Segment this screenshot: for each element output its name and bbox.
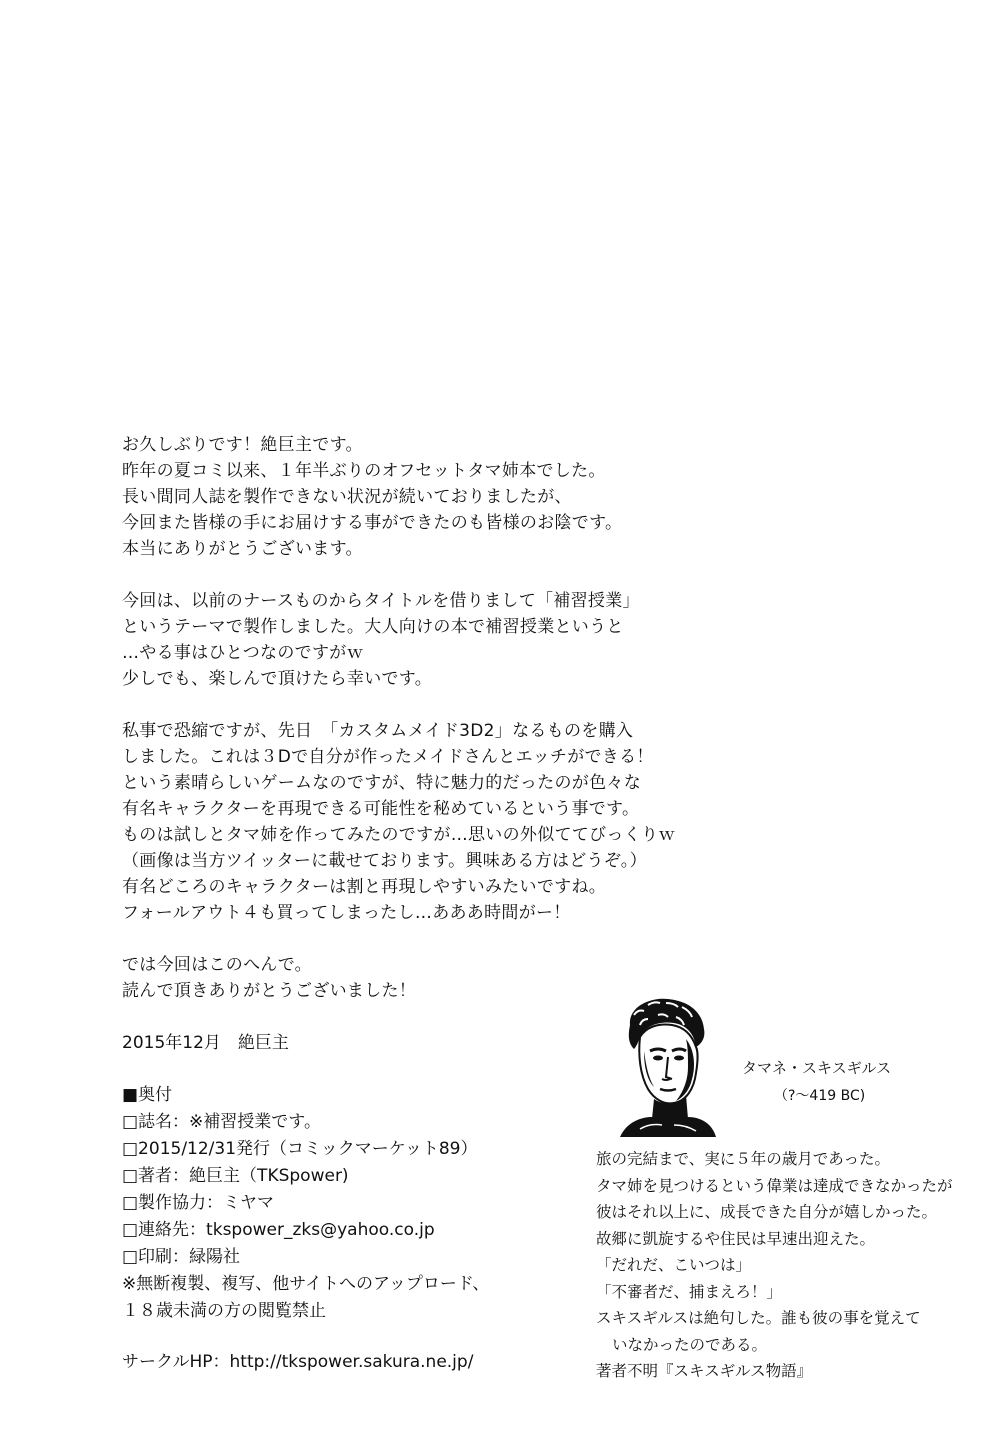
statue-caption-years: （?～419 BC) xyxy=(774,1088,866,1104)
colophon-line: □著者：絶巨主（TKSpower) xyxy=(122,1166,349,1186)
text-line: 今回また皆様の手にお届けする事ができたのも皆様のお陰です。 xyxy=(122,513,623,533)
story-line: スキスギルスは絶句した。誰も彼の事を覚えて xyxy=(596,1309,921,1327)
text-line: 有名キャラクターを再現できる可能性を秘めているという事です。 xyxy=(122,799,640,819)
afterword-paragraph-greeting xyxy=(122,432,642,562)
colophon xyxy=(122,1082,642,1325)
colophon-heading: ■奥付 xyxy=(122,1085,173,1105)
afterword-paragraph-personal xyxy=(122,718,676,926)
story-line: 故郷に凱旋するや住民は早速出迎えた。 xyxy=(596,1229,876,1248)
story-line: 旅の完結まで、実に５年の歳月であった。 xyxy=(596,1150,891,1168)
story-line: タマ姉を見つけるという偉業は達成できなかったが xyxy=(596,1176,953,1195)
colophon-line: □製作協力：ミヤマ xyxy=(122,1193,275,1213)
text-line: ものは試しとタマ姉を作ってみたのですが…思いの外似ててびっくりｗ xyxy=(122,825,676,845)
text-line: 昨年の夏コミ以来、１年半ぶりのオフセットタマ姉本でした。 xyxy=(122,461,606,481)
legend-story xyxy=(596,1146,996,1385)
text-line: フォールアウト４も買ってしまったし…あああ時間がー！ xyxy=(122,903,571,923)
statue-bust-icon xyxy=(600,995,728,1137)
date-signature: 2015年12月 絶巨主 xyxy=(122,1033,289,1053)
text-line: …やる事はひとつなのですがｗ xyxy=(122,643,364,663)
text-line: という素晴らしいゲームなのですが、特に魅力的だったのが色々な xyxy=(122,773,641,793)
story-source: 著者不明『スキスギルス物語』 xyxy=(596,1362,813,1380)
colophon-line: □誌名：※補習授業です。 xyxy=(122,1112,321,1132)
colophon-line: ※無断複製、複写、他サイトへのアップロード、 xyxy=(122,1274,490,1294)
story-line: 「不審者だ、捕まえろ！」 xyxy=(596,1282,783,1301)
text-line: というテーマで製作しました。大人向けの本で補習授業というと xyxy=(122,617,624,637)
statue-caption-name: タマネ・スキスギルス xyxy=(742,1059,892,1077)
text-line: しました。これは３Dで自分が作ったメイドさんとエッチができる！ xyxy=(122,747,654,767)
text-line: （画像は当方ツイッターに載せております。興味ある方はどうぞ。） xyxy=(122,851,647,871)
story-line: 「だれだ、こいつは」 xyxy=(596,1256,752,1274)
text-line: 本当にありがとうございます。 xyxy=(122,539,363,559)
colophon-line: □印刷：緑陽社 xyxy=(122,1247,241,1267)
text-line: では今回はこのへんで。 xyxy=(122,955,312,975)
text-line: 今回は、以前のナースものからタイトルを借りまして「補習授業」 xyxy=(122,591,640,611)
text-line: 長い間同人誌を製作できない状況が続いておりましたが、 xyxy=(122,487,572,507)
text-line: お久しぶりです！絶巨主です。 xyxy=(122,435,363,455)
text-line: 読んで頂きありがとうございました！ xyxy=(122,981,417,1001)
text-line: 有名どころのキャラクターは割と再現しやすいみたいですね。 xyxy=(122,877,607,897)
story-line: いなかったのである。 xyxy=(612,1335,768,1354)
story-line: 彼はそれ以上に、成長できた自分が嬉しかった。 xyxy=(596,1203,938,1221)
text-line: 少しでも、楽しんで頂けたら幸いです。 xyxy=(122,669,433,689)
colophon-line: １８歳未満の方の閲覧禁止 xyxy=(122,1301,326,1321)
circle-homepage: サークルHP：http://tkspower.sakura.ne.jp/ xyxy=(122,1352,474,1372)
afterword-paragraph-closing xyxy=(122,952,642,1004)
text-line: 私事で恐縮ですが、先日 「カスタムメイド3D2」なるものを購入 xyxy=(122,721,634,741)
colophon-contact: □連絡先：tkspower_zks@yahoo.co.jp xyxy=(122,1220,435,1240)
colophon-line: □2015/12/31発行（コミックマーケット89） xyxy=(122,1139,478,1159)
afterword-paragraph-theme xyxy=(122,588,642,692)
